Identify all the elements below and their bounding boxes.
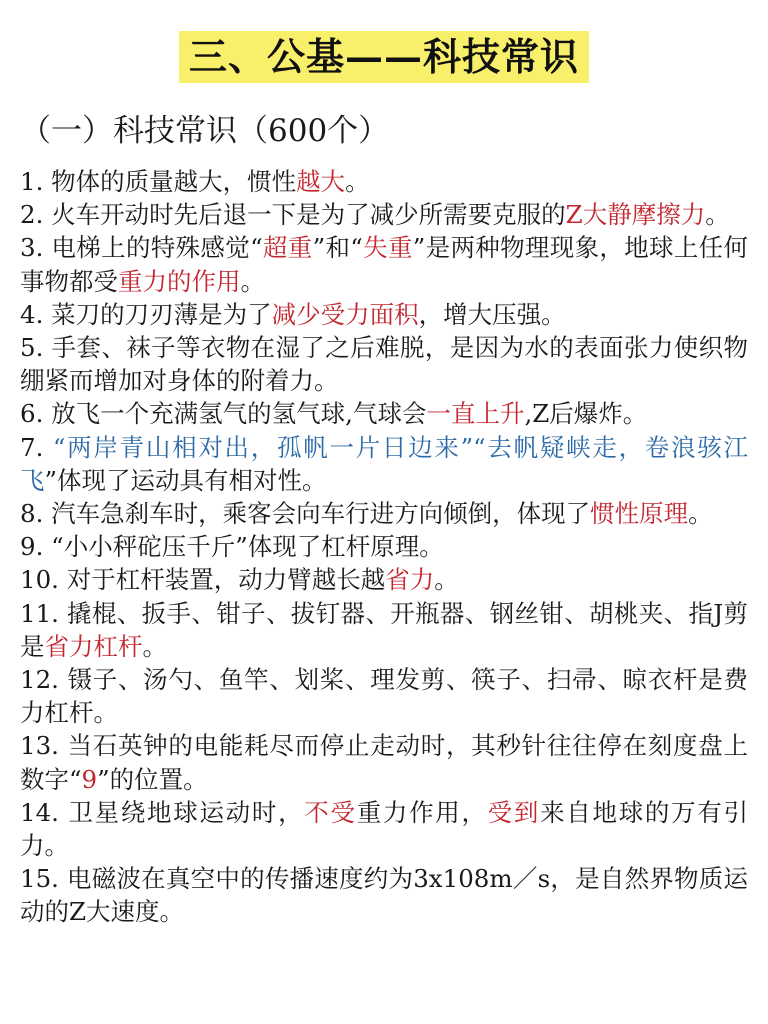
item-text: ，增大压强。 bbox=[418, 299, 566, 329]
item-text: 14. 卫星绕地球运动时， bbox=[20, 797, 305, 827]
emphasis-text: 失重 bbox=[362, 233, 413, 263]
list-item bbox=[20, 198, 748, 231]
item-text: 。 bbox=[434, 565, 459, 595]
emphasis-text: 省力杠杆 bbox=[44, 631, 143, 661]
item-text: 。 bbox=[688, 499, 713, 529]
item-text: ”和“ bbox=[312, 233, 363, 263]
list-item bbox=[20, 530, 748, 563]
list-item bbox=[20, 563, 748, 596]
list-item bbox=[20, 597, 748, 663]
emphasis-text: 减少受力面积 bbox=[271, 299, 419, 329]
list-item bbox=[20, 397, 748, 430]
item-list bbox=[20, 165, 748, 929]
item-text: 2. 火车开动时先后退一下是为了减少所需要克服的 bbox=[20, 200, 566, 230]
item-text: 9. “小小秤砣压千斤”体现了杠杆原理。 bbox=[20, 532, 444, 562]
emphasis-text: 一直上升 bbox=[426, 399, 525, 429]
list-item bbox=[20, 298, 748, 331]
item-text: 。 bbox=[705, 200, 730, 230]
list-item bbox=[20, 497, 748, 530]
list-item bbox=[20, 663, 748, 729]
item-text: 。 bbox=[240, 266, 265, 296]
emphasis-text: 惯性原理 bbox=[590, 499, 689, 529]
item-text: 8. 汽车急刹车时，乘客会向车行进方向倾倒，体现了 bbox=[20, 499, 591, 529]
title-wrapper bbox=[20, 0, 748, 83]
item-text: 15. 电磁波在真空中的传播速度约为3x108m／s，是自然界物质运动的Z大速度。 bbox=[20, 864, 748, 927]
list-item bbox=[20, 729, 748, 795]
item-text: ”是两种物理现象，地球上任何事物都受 bbox=[20, 233, 749, 296]
item-text: 7. bbox=[20, 432, 53, 462]
item-text: 4. 菜刀的刀刃薄是为了 bbox=[20, 299, 272, 329]
list-item bbox=[20, 862, 748, 928]
item-text: 10. 对于杠杆装置，动力臂越长越 bbox=[20, 565, 386, 595]
list-item bbox=[20, 796, 748, 862]
item-text: ,Z后爆炸。 bbox=[524, 399, 648, 429]
item-text: 1. 物体的质量越大，惯性 bbox=[20, 167, 297, 196]
emphasis-text: 越大 bbox=[296, 167, 346, 196]
item-text: 12. 镊子、汤勺、鱼竿、划桨、理发剪、筷子、扫帚、晾衣杆是费力杠杆。 bbox=[20, 665, 748, 728]
item-text: 13. 当石英钟的电能耗尽而停止走动时，其秒针往往停在刻度盘上数字“ bbox=[20, 731, 748, 794]
item-text: 6. 放飞一个充满氢气的氢气球,气球会 bbox=[20, 399, 427, 429]
page-title: 三、公基——科技常识 bbox=[179, 31, 589, 83]
emphasis-text: 不受 bbox=[304, 797, 357, 827]
item-text: 来自地球的万有引力。 bbox=[20, 797, 749, 861]
emphasis-text: “去帆疑峡走，卷浪骇江飞 bbox=[20, 432, 748, 495]
emphasis-text: 受到 bbox=[487, 797, 541, 827]
emphasis-text: Z大静摩擦力 bbox=[565, 200, 706, 230]
item-text: ”体现了运动具有相对性。 bbox=[44, 465, 327, 495]
list-item bbox=[20, 431, 748, 497]
list-item bbox=[20, 165, 748, 198]
list-item bbox=[20, 331, 748, 397]
item-text: 3. 电梯上的特殊感觉“ bbox=[20, 233, 263, 263]
item-text: 5. 手套、袜子等衣物在湿了之后难脱，是因为水的表面张力使织物绷紧而增加对身体的附着力。 bbox=[20, 333, 748, 396]
emphasis-text: 超重 bbox=[262, 233, 313, 263]
emphasis-text: 省力 bbox=[385, 565, 435, 595]
emphasis-text: 重力的作用 bbox=[118, 266, 241, 296]
item-text: 。 bbox=[345, 167, 370, 196]
item-text: 。 bbox=[142, 631, 167, 661]
item-text: 重力作用， bbox=[356, 797, 488, 827]
emphasis-text: 9 bbox=[81, 764, 98, 794]
item-text: 11. 撬棍、扳手、钳子、拔钉器、开瓶器、钢丝钳、胡桃夹、指J剪是 bbox=[20, 598, 748, 661]
emphasis-text: “两岸青山相对出，孤帆一片日边来” bbox=[52, 432, 474, 462]
section-heading: （一）科技常识（600个） bbox=[20, 113, 390, 149]
list-item bbox=[20, 231, 748, 297]
item-text: ”的位置。 bbox=[97, 764, 208, 794]
